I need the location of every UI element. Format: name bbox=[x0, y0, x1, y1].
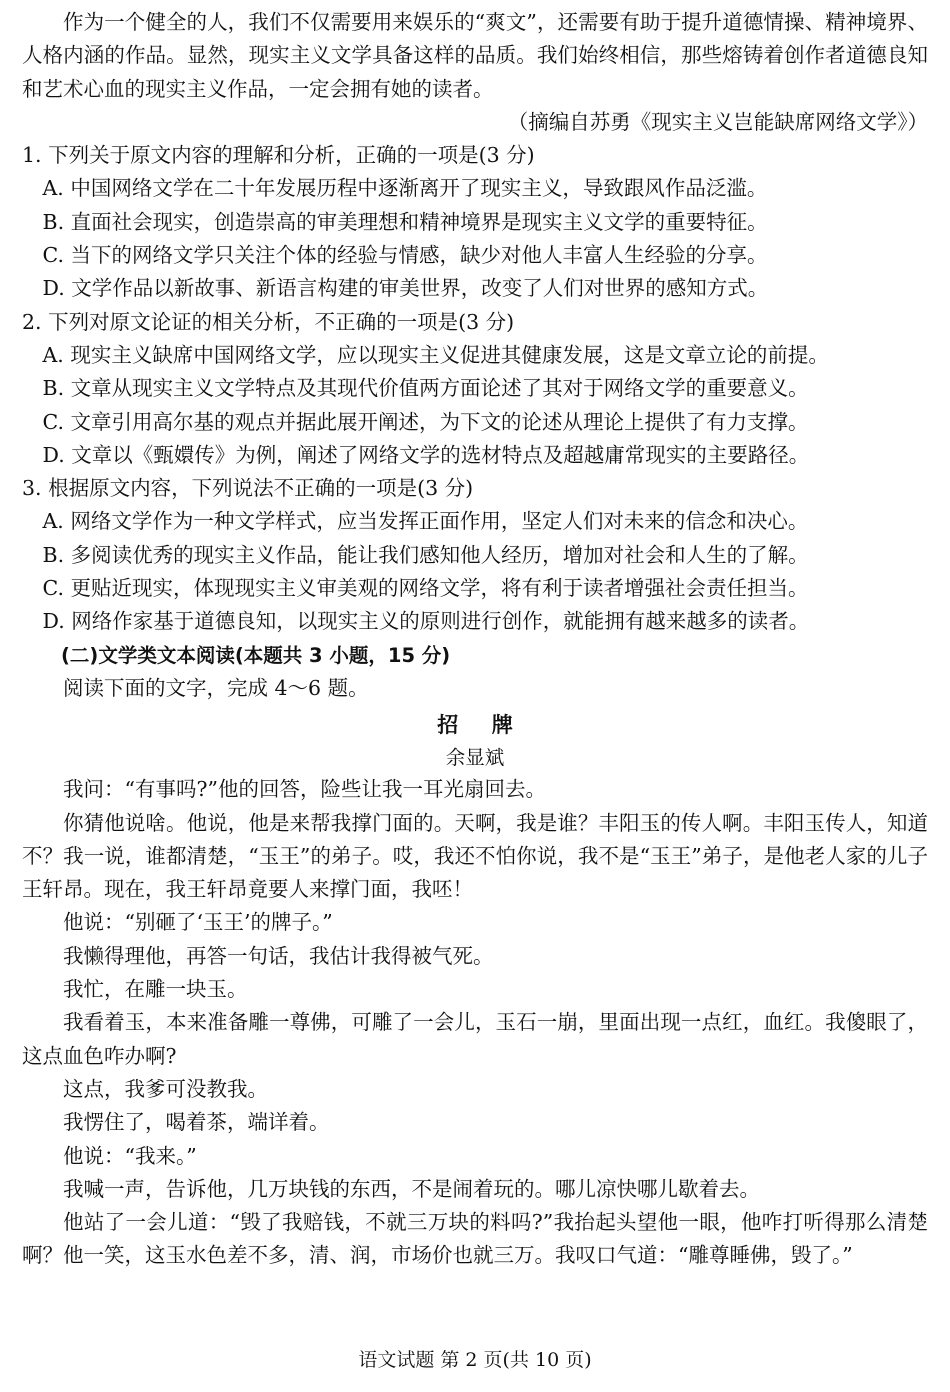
option-c: C. 文章引用高尔基的观点并据此展开阐述，为下文的论述从理论上提供了有力支撑。 bbox=[42, 409, 809, 434]
option-d: D. 网络作家基于道德良知，以现实主义的原则进行创作，就能拥有越来越多的读者。 bbox=[42, 609, 810, 634]
story-paragraph: 我愣住了，喝着茶，端详着。 bbox=[63, 1110, 330, 1135]
story-paragraph: 我看着玉，本来准备雕一尊佛，可雕了一会儿，玉石一崩，里面出现一点红，血红。我傻眼了，这点血色咋办啊? bbox=[22, 1010, 928, 1068]
option-b: B. 文章从现实主义文学特点及其现代价值两方面论述了其对于网络文学的重要意义。 bbox=[42, 376, 809, 401]
option-c: C. 更贴近现实，体现现实主义审美观的网络文学，将有利于读者增强社会责任担当。 bbox=[42, 576, 809, 601]
story-paragraph: 我喊一声，告诉他，几万块钱的东西，不是闹着玩的。哪儿凉快哪儿歇着去。 bbox=[63, 1176, 760, 1201]
question-stem: 2. 下列对原文论证的相关分析，不正确的一项是(3 分) bbox=[22, 309, 515, 334]
story-paragraph: 你猜他说啥。他说，他是来帮我撑门面的。天啊，我是谁？丰阳玉的传人啊。丰阳玉传人，知道不？我一说，谁都清楚，“玉王”的弟子。哎，我还不怕你说，我不是“玉王”弟子，是他老人家的儿子王轩昂。现在，我王轩昂竟要人来撑门面，我呸！ bbox=[22, 810, 928, 902]
story-body bbox=[22, 773, 928, 1272]
exam-page bbox=[22, 6, 928, 1273]
story-title: 招牌 bbox=[437, 713, 547, 738]
option-a: A. 现实主义缺席中国网络文学，应以现实主义促进其健康发展，这是文章立论的前提。 bbox=[42, 342, 829, 367]
section-heading: (二)文学类文本阅读(本题共 3 小题，15 分) bbox=[61, 643, 451, 667]
story-author: 余显斌 bbox=[445, 746, 505, 770]
question-3 bbox=[22, 472, 928, 638]
question-stem: 3. 根据原文内容，下列说法不正确的一项是(3 分) bbox=[22, 476, 474, 501]
option-d: D. 文章以《甄嬛传》为例，阐述了网络文学的选材特点及超越庸常现实的主要路径。 bbox=[42, 442, 810, 467]
option-a: A. 中国网络文学在二十年发展历程中逐渐离开了现实主义，导致跟风作品泛滥。 bbox=[42, 176, 768, 201]
story-paragraph: 他站了一会儿道：“毁了我赔钱，不就三万块的料吗?”我抬起头望他一眼，他咋打听得那么清楚啊？他一笑，这玉水色差不多，清、润，市场价也就三万。我叹口气道：“雕尊睡佛，毁了。” bbox=[22, 1210, 928, 1268]
option-a: A. 网络文学作为一种文学样式，应当发挥正面作用，坚定人们对未来的信念和决心。 bbox=[42, 509, 809, 534]
story-paragraph: 这点，我爹可没教我。 bbox=[63, 1076, 268, 1101]
option-b: B. 多阅读优秀的现实主义作品，能让我们感知他人经历，增加对社会和人生的了解。 bbox=[42, 542, 809, 567]
story-paragraph: 我懒得理他，再答一句话，我估计我得被气死。 bbox=[63, 943, 494, 968]
option-d: D. 文学作品以新故事、新语言构建的审美世界，改变了人们对世界的感知方式。 bbox=[42, 276, 769, 301]
story-paragraph: 我问：“有事吗?”他的回答，险些让我一耳光扇回去。 bbox=[63, 777, 546, 802]
story-paragraph: 我忙，在雕一块玉。 bbox=[63, 977, 248, 1002]
option-b: B. 直面社会现实，创造崇高的审美理想和精神境界是现实主义文学的重要特征。 bbox=[42, 209, 768, 234]
question-2 bbox=[22, 306, 928, 472]
intro-paragraph: 作为一个健全的人，我们不仅需要用来娱乐的“爽文”，还需要有助于提升道德情操、精神境界、人格内涵的作品。显然，现实主义文学具备这样的品质。我们始终相信，那些熔铸着创作者道德良知和艺术心血的现实主义作品，一定会拥有她的读者。 bbox=[22, 10, 928, 101]
story-paragraph: 他说：“别砸了‘玉王’的牌子。” bbox=[63, 910, 333, 935]
reading-instruction: 阅读下面的文字，完成 4～6 题。 bbox=[63, 675, 369, 700]
question-stem: 1. 下列关于原文内容的理解和分析，正确的一项是(3 分) bbox=[22, 143, 535, 168]
option-c: C. 当下的网络文学只关注个体的经验与情感，缺少对他人丰富人生经验的分享。 bbox=[42, 243, 768, 268]
question-1 bbox=[22, 139, 928, 305]
story-paragraph: 他说：“我来。” bbox=[63, 1143, 197, 1168]
page-footer: 语文试题 第 2 页(共 10 页) bbox=[358, 1349, 592, 1371]
source-citation: （摘编自苏勇《现实主义岂能缺席网络文学》） bbox=[507, 109, 928, 134]
